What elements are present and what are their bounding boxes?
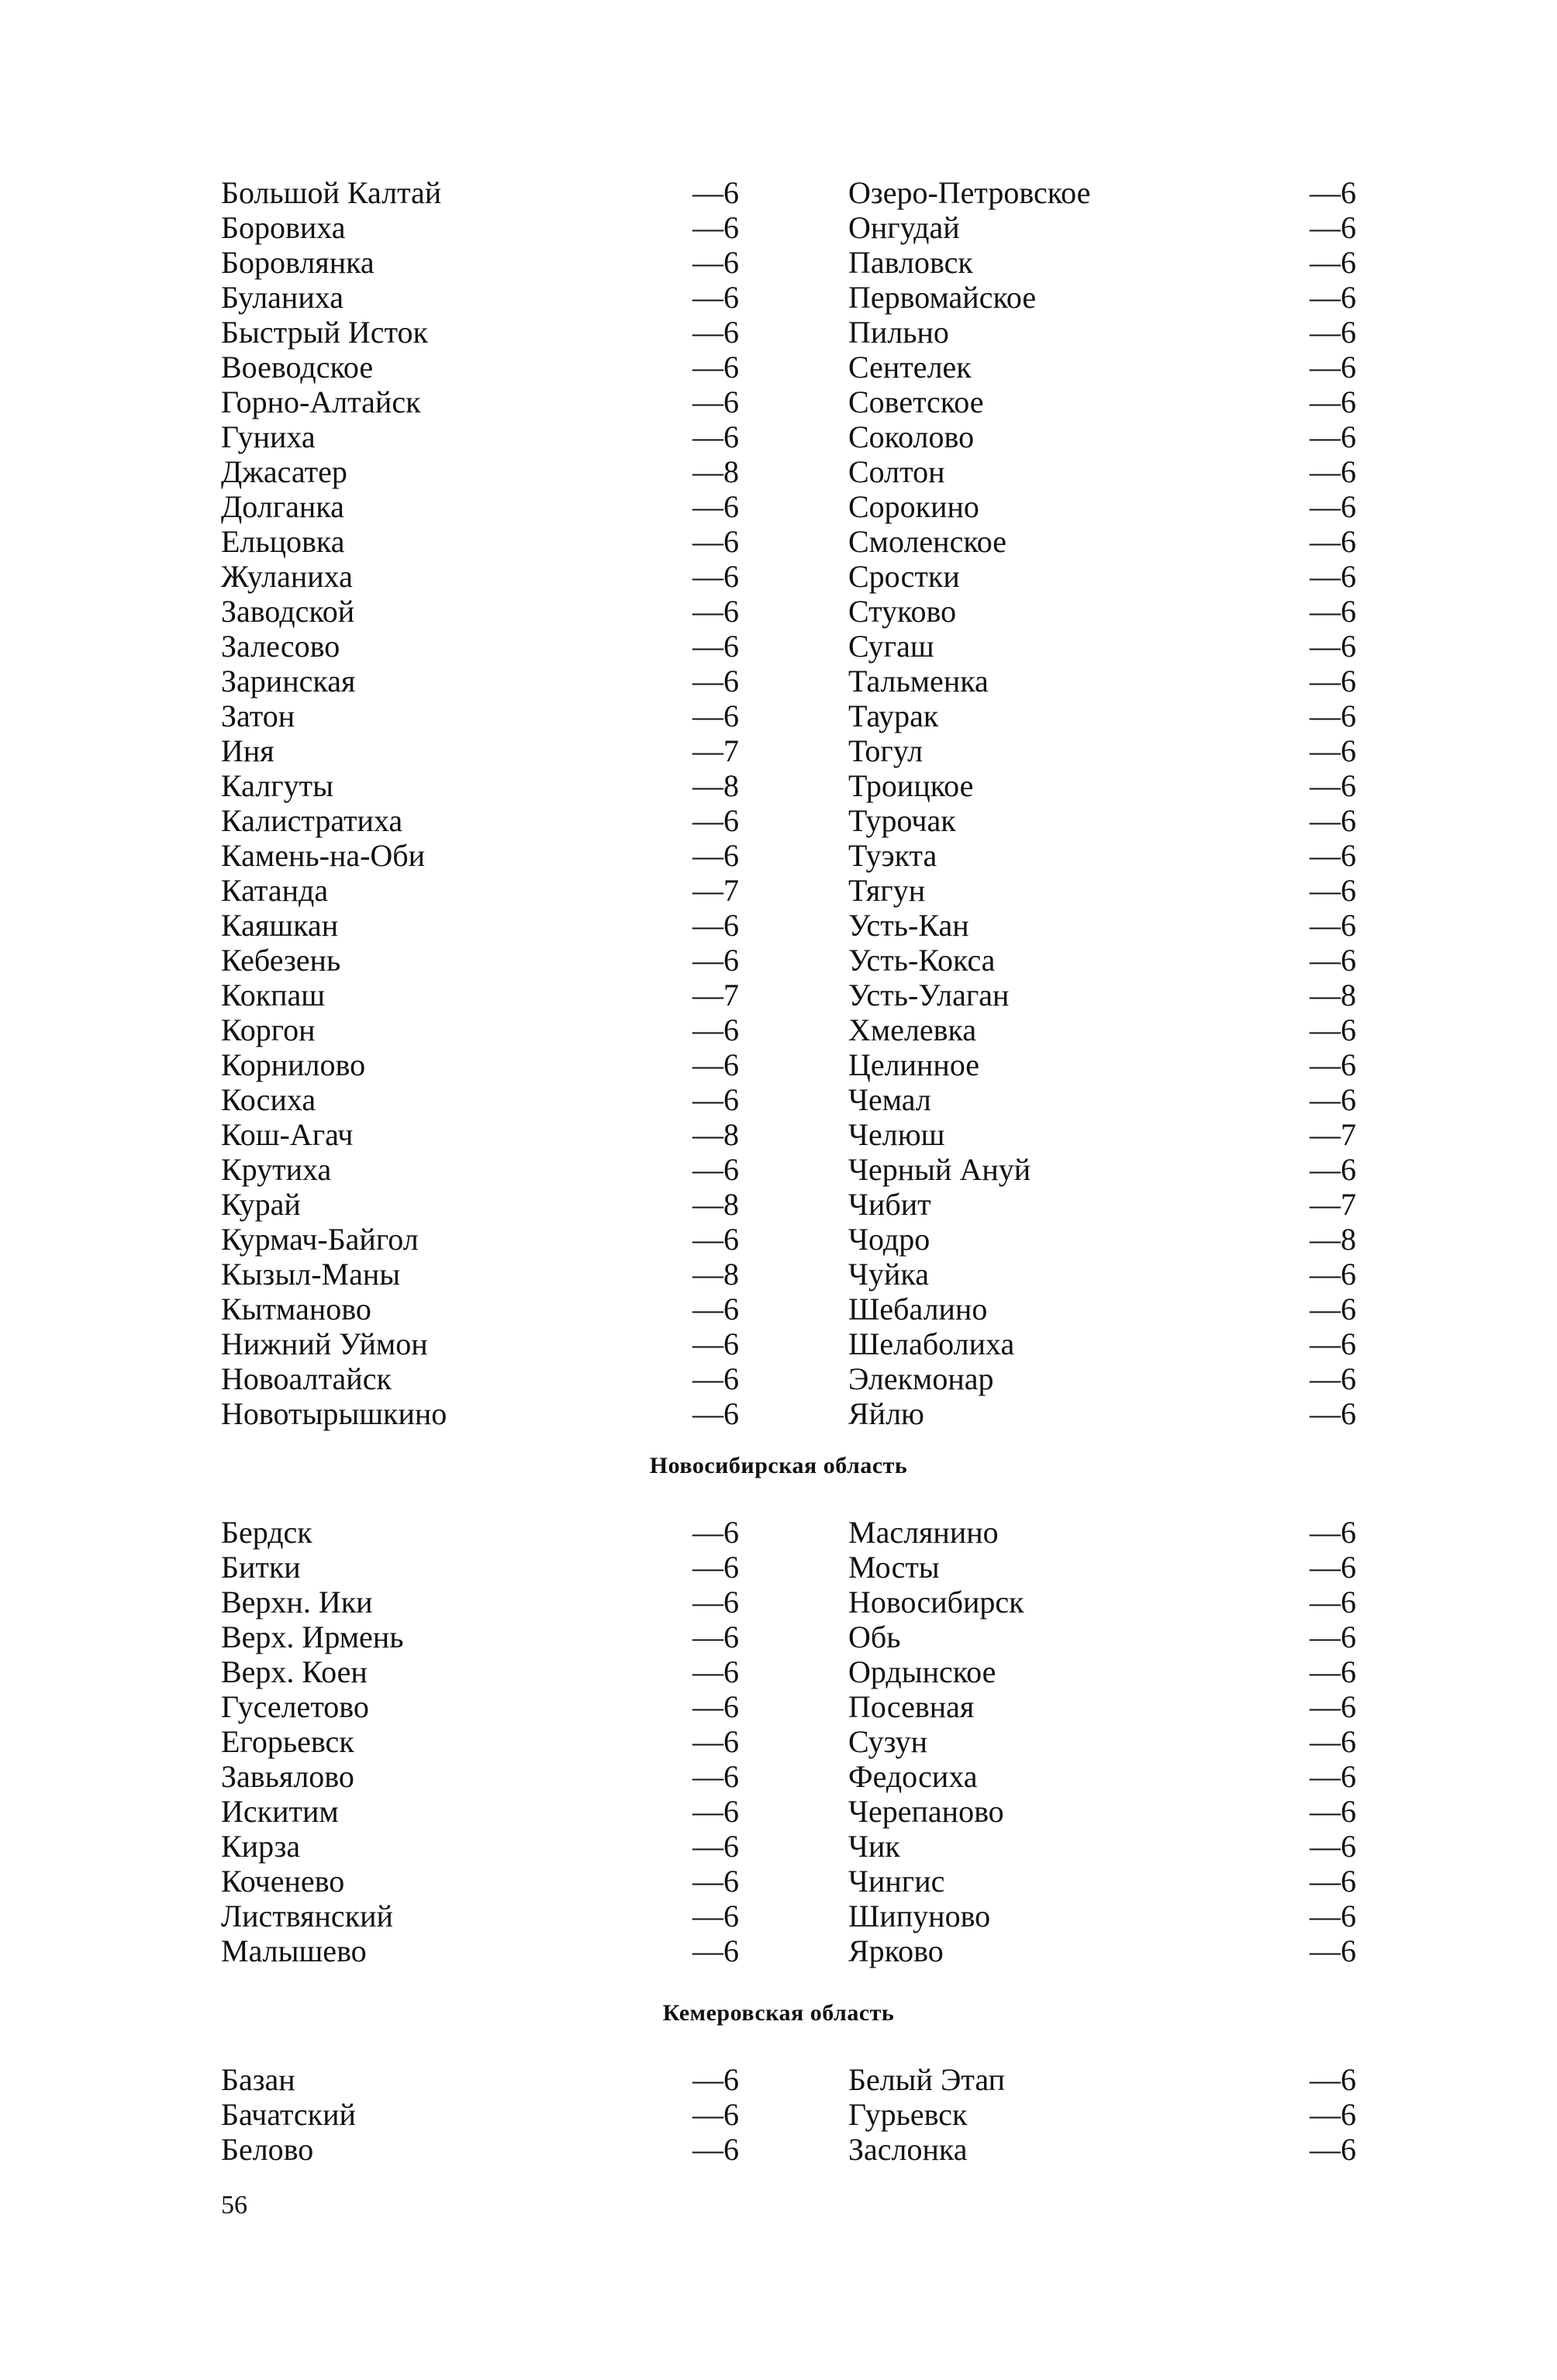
value: —6 bbox=[692, 175, 739, 210]
value: —7 bbox=[692, 733, 739, 768]
value: —6 bbox=[1310, 1619, 1356, 1654]
place-name: Ярково bbox=[848, 1933, 944, 1968]
place-name: Битки bbox=[221, 1550, 301, 1585]
value: —6 bbox=[1310, 1689, 1356, 1724]
place-name: Сугаш bbox=[848, 629, 934, 664]
value: —6 bbox=[1310, 1794, 1356, 1829]
place-name: Затон bbox=[221, 698, 295, 733]
value: —6 bbox=[692, 559, 739, 594]
place-name: Базан bbox=[221, 2062, 295, 2097]
place-name: Воеводское bbox=[221, 350, 374, 385]
value: —6 bbox=[1310, 838, 1356, 873]
place-name: Белый Этап bbox=[848, 2062, 1005, 2097]
value: —6 bbox=[1310, 1724, 1356, 1759]
value: —6 bbox=[1310, 1654, 1356, 1689]
place-name: Туэкта bbox=[848, 838, 937, 873]
value: —6 bbox=[1310, 1759, 1356, 1794]
value: —8 bbox=[692, 454, 739, 489]
value: —6 bbox=[1310, 1292, 1356, 1326]
value: —6 bbox=[1310, 873, 1356, 908]
value: —6 bbox=[692, 1724, 739, 1759]
place-name: Озеро-Петровское bbox=[848, 175, 1091, 210]
value: —6 bbox=[1310, 698, 1356, 733]
value: —6 bbox=[1310, 733, 1356, 768]
place-name: Советское bbox=[848, 385, 984, 419]
value: —6 bbox=[692, 350, 739, 385]
value: —6 bbox=[1310, 1829, 1356, 1864]
value: —6 bbox=[692, 1654, 739, 1689]
place-name: Хмелевка bbox=[848, 1012, 977, 1047]
place-name: Нижний Уймон bbox=[221, 1326, 428, 1361]
value: —8 bbox=[692, 768, 739, 803]
place-name: Камень-на-Оби bbox=[221, 838, 426, 873]
section-heading-novosibirsk: Новосибирская область bbox=[649, 1453, 908, 1478]
place-name: Федосиха bbox=[848, 1759, 978, 1794]
value: —6 bbox=[1310, 1515, 1356, 1550]
value: —6 bbox=[1310, 489, 1356, 524]
value: —6 bbox=[692, 1585, 739, 1619]
value: —6 bbox=[1310, 1326, 1356, 1361]
value: —6 bbox=[1310, 350, 1356, 385]
value: —8 bbox=[692, 1187, 739, 1222]
value: —6 bbox=[1310, 1361, 1356, 1396]
place-name: Залесово bbox=[221, 629, 340, 664]
place-name: Завьялово bbox=[221, 1759, 354, 1794]
value: —6 bbox=[692, 419, 739, 454]
place-name: Новоалтайск bbox=[221, 1361, 392, 1396]
value: —6 bbox=[1310, 943, 1356, 978]
place-name: Кокпаш bbox=[221, 978, 326, 1012]
value: —6 bbox=[692, 1047, 739, 1082]
value: —6 bbox=[692, 1864, 739, 1899]
value: —6 bbox=[1310, 559, 1356, 594]
place-name: Мосты bbox=[848, 1550, 940, 1585]
place-name: Гуселетово bbox=[221, 1689, 369, 1724]
place-name: Калистратиха bbox=[221, 803, 403, 838]
value: —6 bbox=[692, 2097, 739, 2132]
place-name: Черепаново bbox=[848, 1794, 1004, 1829]
place-name: Первомайское bbox=[848, 280, 1037, 315]
value: —6 bbox=[692, 1759, 739, 1794]
place-name: Новосибирск bbox=[848, 1585, 1024, 1619]
value: —6 bbox=[1310, 1899, 1356, 1933]
place-name: Верх. Коен bbox=[221, 1654, 368, 1689]
value: —6 bbox=[692, 489, 739, 524]
place-name: Смоленское bbox=[848, 524, 1006, 559]
value: —6 bbox=[692, 1361, 739, 1396]
value: —6 bbox=[692, 594, 739, 629]
place-name: Корнилово bbox=[221, 1047, 366, 1082]
value: —6 bbox=[692, 1515, 739, 1550]
place-name: Сорокино bbox=[848, 489, 979, 524]
value: —6 bbox=[1310, 1152, 1356, 1187]
place-name: Косиха bbox=[221, 1082, 316, 1117]
value: —6 bbox=[1310, 1933, 1356, 1968]
place-name: Стуково bbox=[848, 594, 957, 629]
place-name: Бердск bbox=[221, 1515, 312, 1550]
value: —6 bbox=[1310, 2097, 1356, 2132]
value: —6 bbox=[1310, 664, 1356, 698]
value: —6 bbox=[692, 1933, 739, 1968]
place-name: Кош-Агач bbox=[221, 1117, 354, 1152]
value: —6 bbox=[1310, 908, 1356, 943]
value: —8 bbox=[1310, 1222, 1356, 1257]
value: —6 bbox=[692, 315, 739, 350]
value: —6 bbox=[692, 1794, 739, 1829]
place-name: Усть-Улаган bbox=[848, 978, 1010, 1012]
page-number: 56 bbox=[221, 2191, 247, 2220]
place-name: Коченево bbox=[221, 1864, 345, 1899]
place-name: Ордынское bbox=[848, 1654, 996, 1689]
place-name: Бачатский bbox=[221, 2097, 356, 2132]
place-name: Крутиха bbox=[221, 1152, 332, 1187]
place-name: Буланиха bbox=[221, 280, 344, 315]
value: —6 bbox=[692, 280, 739, 315]
value: —6 bbox=[692, 210, 739, 245]
place-name: Кызыл-Маны bbox=[221, 1257, 401, 1292]
value: —8 bbox=[1310, 978, 1356, 1012]
place-name: Курмач-Байгол bbox=[221, 1222, 419, 1257]
value: —6 bbox=[1310, 1047, 1356, 1082]
value: —6 bbox=[1310, 1585, 1356, 1619]
place-name: Усть-Кан bbox=[848, 908, 969, 943]
place-name: Горно-Алтайск bbox=[221, 385, 421, 419]
place-name: Павловск bbox=[848, 245, 973, 280]
value: —6 bbox=[692, 245, 739, 280]
place-name: Заслонка bbox=[848, 2132, 968, 2167]
place-name: Обь bbox=[848, 1619, 901, 1654]
value: —6 bbox=[1310, 2132, 1356, 2167]
place-name: Коргон bbox=[221, 1012, 316, 1047]
place-name: Солтон bbox=[848, 454, 945, 489]
value: —6 bbox=[692, 1292, 739, 1326]
place-name: Белово bbox=[221, 2132, 314, 2167]
place-name: Быстрый Исток bbox=[221, 315, 428, 350]
place-name: Ельцовка bbox=[221, 524, 345, 559]
place-name: Сузун bbox=[848, 1724, 928, 1759]
place-name: Чуйка bbox=[848, 1257, 929, 1292]
value: —6 bbox=[1310, 454, 1356, 489]
place-name: Кебезень bbox=[221, 943, 341, 978]
value: —6 bbox=[1310, 629, 1356, 664]
place-name: Сентелек bbox=[848, 350, 972, 385]
value: —6 bbox=[692, 698, 739, 733]
value: —6 bbox=[692, 664, 739, 698]
value: —6 bbox=[692, 2062, 739, 2097]
place-name: Чибит bbox=[848, 1187, 931, 1222]
place-name: Курай bbox=[221, 1187, 301, 1222]
value: —6 bbox=[692, 1396, 739, 1431]
value: —6 bbox=[692, 1619, 739, 1654]
place-name: Усть-Кокса bbox=[848, 943, 996, 978]
value: —6 bbox=[692, 838, 739, 873]
place-name: Кытманово bbox=[221, 1292, 371, 1326]
place-name: Верх. Ирмень bbox=[221, 1619, 404, 1654]
place-name: Маслянино bbox=[848, 1515, 999, 1550]
value: —6 bbox=[692, 803, 739, 838]
value: —6 bbox=[692, 1550, 739, 1585]
value: —6 bbox=[692, 1689, 739, 1724]
value: —6 bbox=[692, 1829, 739, 1864]
place-name: Заводской bbox=[221, 594, 355, 629]
value: —8 bbox=[692, 1117, 739, 1152]
place-name: Долганка bbox=[221, 489, 344, 524]
place-name: Искитим bbox=[221, 1794, 339, 1829]
value: —7 bbox=[692, 978, 739, 1012]
value: —6 bbox=[1310, 1257, 1356, 1292]
value: —6 bbox=[1310, 1012, 1356, 1047]
section-heading-kemerovo: Кемеровская область bbox=[662, 2000, 895, 2026]
place-name: Соколово bbox=[848, 419, 975, 454]
place-name: Шебалино bbox=[848, 1292, 988, 1326]
value: —6 bbox=[1310, 803, 1356, 838]
place-name: Джасатер bbox=[221, 454, 347, 489]
value: —6 bbox=[692, 1152, 739, 1187]
value: —6 bbox=[692, 908, 739, 943]
value: —6 bbox=[1310, 1082, 1356, 1117]
place-name: Катанда bbox=[221, 873, 329, 908]
value: —6 bbox=[692, 2132, 739, 2167]
value: —6 bbox=[1310, 1864, 1356, 1899]
value: —6 bbox=[692, 1012, 739, 1047]
value: —6 bbox=[692, 1326, 739, 1361]
place-name: Посевная bbox=[848, 1689, 975, 1724]
place-name: Целинное bbox=[848, 1047, 980, 1082]
place-name: Новотырышкино bbox=[221, 1396, 447, 1431]
value: —6 bbox=[1310, 419, 1356, 454]
value: —7 bbox=[1310, 1187, 1356, 1222]
place-name: Челюш bbox=[848, 1117, 945, 1152]
place-name: Каяшкан bbox=[221, 908, 339, 943]
place-name: Малышево bbox=[221, 1933, 367, 1968]
place-name: Тягун bbox=[848, 873, 926, 908]
value: —6 bbox=[1310, 385, 1356, 419]
place-name: Чик bbox=[848, 1829, 900, 1864]
place-name: Егорьевск bbox=[221, 1724, 354, 1759]
value: —6 bbox=[1310, 175, 1356, 210]
place-name: Шипуново bbox=[848, 1899, 991, 1933]
place-name: Троицкое bbox=[848, 768, 974, 803]
value: —6 bbox=[1310, 1550, 1356, 1585]
place-name: Жуланиха bbox=[221, 559, 353, 594]
value: —6 bbox=[692, 524, 739, 559]
place-name: Гурьевск bbox=[848, 2097, 968, 2132]
place-name: Листвянский bbox=[221, 1899, 393, 1933]
value: —6 bbox=[692, 385, 739, 419]
place-name: Пильно bbox=[848, 315, 949, 350]
value: —6 bbox=[1310, 524, 1356, 559]
value: —7 bbox=[692, 873, 739, 908]
place-name: Чингис bbox=[848, 1864, 945, 1899]
value: —7 bbox=[1310, 1117, 1356, 1152]
place-name: Таурак bbox=[848, 698, 939, 733]
value: —6 bbox=[692, 629, 739, 664]
place-name: Большой Калтай bbox=[221, 175, 442, 210]
place-name: Онгудай bbox=[848, 210, 960, 245]
place-name: Сростки bbox=[848, 559, 960, 594]
value: —6 bbox=[1310, 280, 1356, 315]
value: —6 bbox=[692, 1082, 739, 1117]
value: —6 bbox=[692, 1222, 739, 1257]
place-name: Тогул bbox=[848, 733, 923, 768]
place-name: Калгуты bbox=[221, 768, 333, 803]
value: —6 bbox=[1310, 210, 1356, 245]
place-name: Кирза bbox=[221, 1829, 301, 1864]
value: —6 bbox=[1310, 315, 1356, 350]
place-name: Яйлю bbox=[848, 1396, 924, 1431]
value: —6 bbox=[1310, 768, 1356, 803]
place-name: Гуниха bbox=[221, 419, 316, 454]
value: —6 bbox=[692, 1899, 739, 1933]
place-name: Тальменка bbox=[848, 664, 989, 698]
place-name: Заринская bbox=[221, 664, 356, 698]
place-name: Элекмонар bbox=[848, 1361, 994, 1396]
value: —8 bbox=[692, 1257, 739, 1292]
place-name: Боровлянка bbox=[221, 245, 375, 280]
value: —6 bbox=[1310, 2062, 1356, 2097]
place-name: Черный Ануй bbox=[848, 1152, 1031, 1187]
place-name: Верхн. Ики bbox=[221, 1585, 373, 1619]
value: —6 bbox=[692, 943, 739, 978]
place-name: Турочак bbox=[848, 803, 956, 838]
place-name: Иня bbox=[221, 733, 274, 768]
place-name: Чодро bbox=[848, 1222, 930, 1257]
place-name: Шелаболиха bbox=[848, 1326, 1015, 1361]
place-name: Чемал bbox=[848, 1082, 931, 1117]
value: —6 bbox=[1310, 245, 1356, 280]
value: —6 bbox=[1310, 1396, 1356, 1431]
place-name: Боровиха bbox=[221, 210, 346, 245]
value: —6 bbox=[1310, 594, 1356, 629]
